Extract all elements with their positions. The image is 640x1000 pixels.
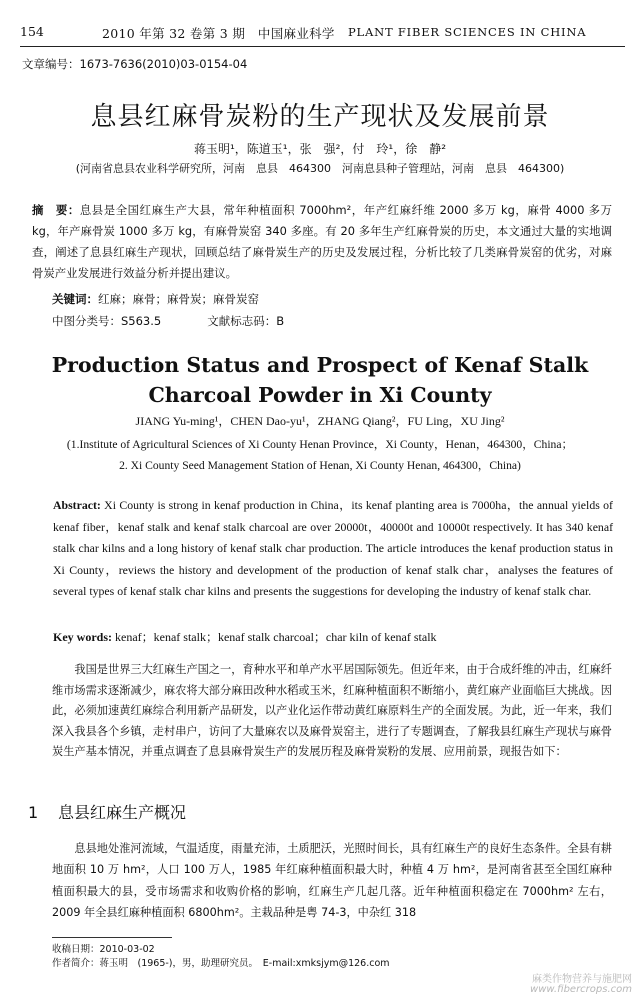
keywords-cn-text: 红麻；麻骨；麻骨炭；麻骨炭窑 <box>98 292 259 306</box>
abstract-en-label: Abstract: <box>53 498 101 512</box>
keywords-en-text: kenaf；kenaf stalk；kenaf stalk charcoal；char kiln of kenaf stalk <box>112 630 437 644</box>
title-cn: 息县红麻骨炭粉的生产现状及发展前景 <box>90 102 550 132</box>
section-1-body: 息县地处淮河流域，气温适度，雨量充沛，土质肥沃，光照时间长，具有红麻生产的良好生态条件。全县有耕地面积 10 万 hm²，人口 100 万人，1985 年红麻种植面积最大时，种植 4 万 hm²，是河南省甚至全国红麻种植面积最大的县，受市场需求和收购价格的影响，红麻生产几起几落。近年种植面积稳定在 7000hm² 左右，2009 年全县红麻种植面积 6800hm²。主栽品种是粤 74-3，中杂红 318 <box>52 842 612 920</box>
affiliation-cn: (河南省息县农业科学研究所，河南 息县 464300 河南息县种子管理站，河南 息县 464300) <box>75 162 565 175</box>
intro-paragraph: 我国是世界三大红麻生产国之一，育种水平和单产水平居国际领先。但近年来，由于合成纤维的冲击，红麻纤维市场需求逐渐减少，麻农将大部分麻田改种水稻或玉米，红麻种植面积不断缩小，黄红麻产业面临巨大挑战。因此，必须加速黄红麻综合利用新产品研发，以产业化运作带动黄红麻原料生产的全面发展。为此，近一年来，我们深入我县各个乡镇，走村串户，访问了大量麻农以及麻骨炭窑主，进行了专题调查，了解我县红麻生产现状与麻骨炭生产基本情况，并重点调查了息县麻骨炭生产的发展历程及麻骨炭粉的发展、应用前景，现报告如下： <box>52 663 612 759</box>
header-divider <box>20 46 625 47</box>
abstract-en <box>53 495 613 603</box>
keywords-en-label: Key words: <box>53 630 112 644</box>
abstract-en-text: Xi County is strong in kenaf production in China，its kenaf planting area is 7000ha，the annual yields of kenaf fiber，kenaf stalk and kenaf stalk charcoal are over 20000t，40000t and 10000t respectively. It has 340 kenaf stalk char kilns and a long history of kenaf stalk char production. The article introduces the kenaf production status in Xi County，reviews the history and development of the production of kenaf stalk char，analyses the features of several types of kenaf stalk char kilns and presents the suggestions for developing the industry of kenaf stalk char. <box>53 498 613 599</box>
abstract-cn <box>32 200 612 284</box>
footnote-author-info: 作者简介：蒋玉明 (1965-)，男，助理研究员。 E-mail:xmksjym@126.com <box>52 958 390 969</box>
journal-name-cn: 2010 年第 32 卷第 3 期 中国麻业科学 <box>102 26 335 41</box>
abstract-cn-text: 息县是全国红麻生产大县，常年种植面积 7000hm²，年产红麻纤维 2000 多万 kg，麻骨 4000 多万 kg，年产麻骨炭 1000 多万 kg，有麻骨炭窑 340 多座。有 20 多年生产红麻骨炭的历史，本文通过大量的实地调查，阐述了息县红麻生产现状，回顾总结了麻骨炭生产的历史及发展过程，分析比较了几类麻骨炭窑的优劣，对麻骨炭产业发展进行效益分析并提出建议。 <box>32 203 612 280</box>
authors-en: JIANG Yu-ming¹，CHEN Dao-yu¹，ZHANG Qiang²，FU Ling，XU Jing² <box>135 414 505 428</box>
classification-line <box>52 313 284 329</box>
title-en: Production Status and Prospect of Kenaf Stalk Charcoal Powder in Xi County <box>51 353 589 407</box>
doc-code-label: 文献标志码： <box>207 314 277 328</box>
watermark-url: www.fibercrops.com <box>530 984 632 995</box>
affiliation-en <box>0 434 640 476</box>
article-number: 文章编号：1673-7636(2010)03-0154-04 <box>22 57 248 71</box>
section-1-number: 1 <box>28 803 39 822</box>
clc-value: S563.5 <box>121 314 162 328</box>
doc-code-value: B <box>276 314 285 328</box>
keywords-en <box>53 628 437 645</box>
page-number: 154 <box>20 24 44 39</box>
keywords-cn-label: 关键词： <box>52 292 98 306</box>
authors-cn: 蒋玉明¹，陈道玉¹，张 强²，付 玲¹，徐 静² <box>193 142 447 156</box>
affiliation-en-line-1: (1.Institute of Agricultural Sciences of Xi County Henan Province，Xi County，Henan，464300，China； <box>66 438 574 451</box>
affiliation-en-line-2: 2. Xi County Seed Management Station of Henan, Xi County Henan, 464300，China) <box>119 459 521 472</box>
journal-name-en: PLANT FIBER SCIENCES IN CHINA <box>348 25 587 39</box>
watermark-site-name: 麻类作物营养与施肥网 <box>532 974 632 985</box>
footnote-divider <box>52 937 172 938</box>
section-1-title: 息县红麻生产概况 <box>58 803 187 822</box>
abstract-cn-label: 摘 要： <box>32 203 80 217</box>
keywords-cn <box>52 291 259 307</box>
running-header <box>20 20 625 44</box>
footnote-received-date: 收稿日期：2010-03-02 <box>52 944 155 955</box>
clc-label: 中图分类号： <box>52 314 121 328</box>
section-1-heading <box>28 800 186 823</box>
